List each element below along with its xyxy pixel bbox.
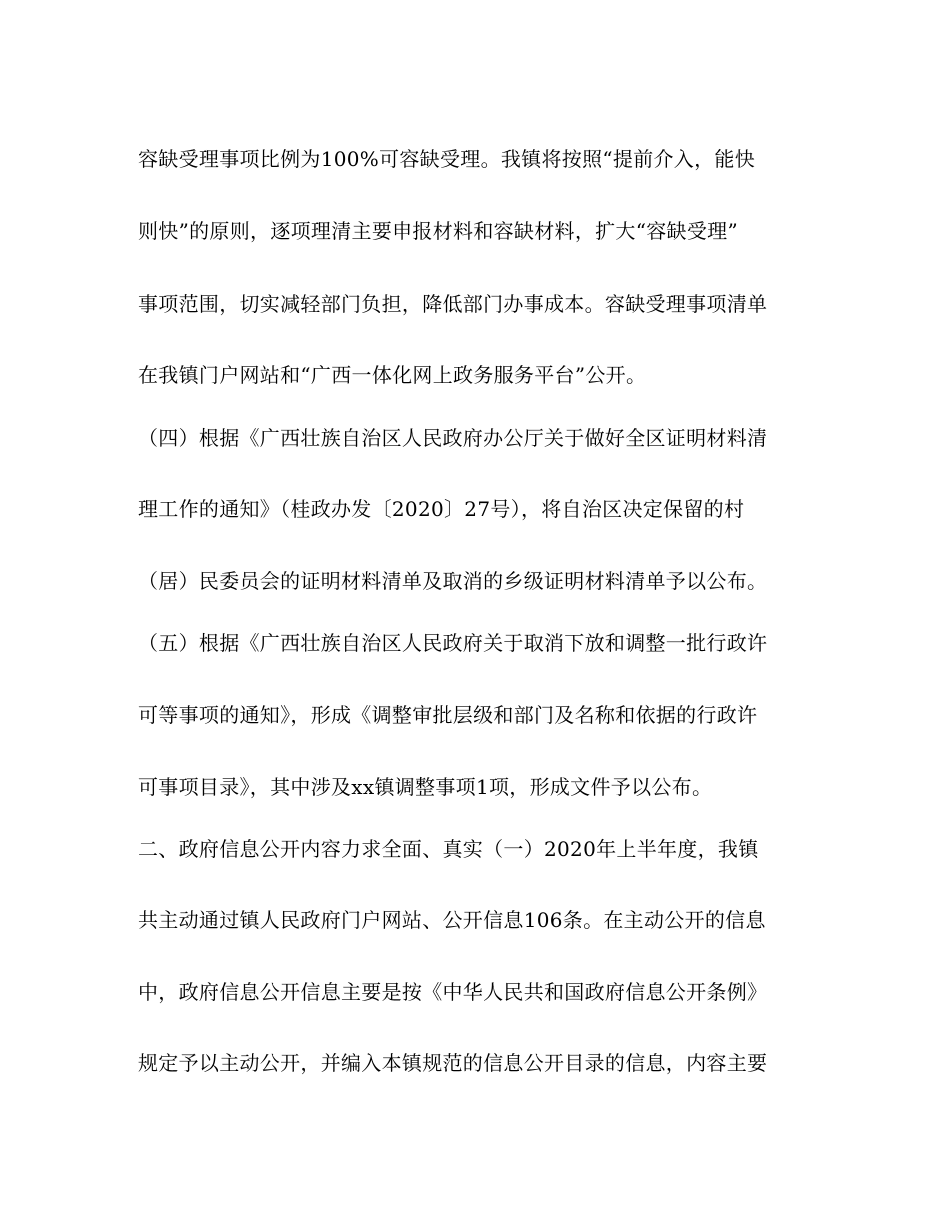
text-line: 在我镇门户网站和“广西一体化网上政务服务平台”公开。 <box>138 363 647 387</box>
text-line: 理工作的通知》（桂政办发〔2020〕27号），将自治区决定保留的村 <box>138 497 745 521</box>
text-line: 二、政府信息公开内容力求全面、真实（一）2020年上半年度，我镇 <box>138 837 759 861</box>
text-line: 事项范围，切实减轻部门负担，降低部门办事成本。容缺受理事项清单 <box>138 292 768 316</box>
text-line: （五）根据《广西壮族自治区人民政府关于取消下放和调整一批行政许 <box>138 631 768 655</box>
text-line: 可等事项的通知》，形成《调整审批层级和部门及名称和依据的行政许 <box>138 703 758 727</box>
text-line: 中，政府信息公开信息主要是按《中华人民共和国政府信息公开条例》 <box>138 980 768 1004</box>
text-line: 则快”的原则，逐项理清主要申报材料和容缺材料，扩大“容缺受理” <box>138 219 738 243</box>
text-line: 容缺受理事项比例为100%可容缺受理。我镇将按照“提前介入，能快 <box>138 147 756 171</box>
text-line: 规定予以主动公开，并编入本镇规范的信息公开目录的信息，内容主要 <box>138 1051 768 1075</box>
text-line: （四）根据《广西壮族自治区人民政府办公厅关于做好全区证明材料清 <box>138 426 768 450</box>
text-line: 共主动通过镇人民政府门户网站、公开信息106条。在主动公开的信息 <box>138 908 766 932</box>
text-line: （居）民委员会的证明材料清单及取消的乡级证明材料清单予以公布。 <box>138 569 768 593</box>
text-line: 可事项目录》，其中涉及xx镇调整事项1项，形成文件予以公布。 <box>138 775 713 799</box>
